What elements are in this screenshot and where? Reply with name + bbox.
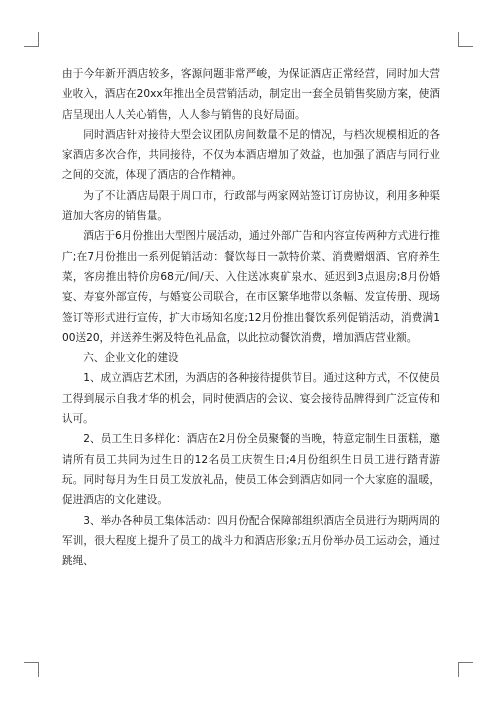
document-body [62, 64, 440, 571]
paragraph-online-booking: 为了不让酒店局限于周口市，行政部与两家网站签订订房协议，利用多种渠道加大客房的销售量。 [62, 189, 440, 223]
crop-mark-top-right [458, 32, 473, 47]
crop-mark-bottom-right [458, 662, 473, 677]
paragraph-cooperation: 同时酒店针对接待大型会议团队房间数量不足的情况，与档次规模相近的各家酒店多次合作，共同接待，不仅为本酒店增加了效益，也加强了酒店与同行业之间的交流，体现了酒店的合作精神。 [62, 128, 440, 182]
paragraph-group-activities: 3、举办各种员工集体活动：四月份配合保障部组织酒店全员进行为期两周的军训，很大程度上提升了员工的战斗力和酒店形象;五月份举办员工运动会，通过跳绳、 [62, 514, 440, 568]
paragraph-art-troupe: 1、成立酒店艺术团，为酒店的各种接待提供节目。通过这种方式，不仅使员工得到展示自我才华的机会，同时使酒店的会议、宴会接待品牌得到广泛宣传和认可。 [62, 372, 440, 426]
crop-mark-top-left [24, 32, 39, 47]
crop-mark-bottom-left [24, 662, 39, 677]
paragraph-continuation: 由于今年新开酒店较多，客源问题非常严峻，为保证酒店正常经营，同时加大营业收入，酒店在20xx年推出全员营销活动，制定出一套全员销售奖励方案，使酒店呈现出人人关心销售，人人参与销售的良好局面。 [62, 68, 440, 121]
paragraph-birthdays: 2、员工生日多样化：酒店在2月份全员聚餐的当晚，特意定制生日蛋糕，邀请所有员工共同为过生日的12名员工庆贺生日;4月份组织生日员工进行踏青游玩。同时每月为生日员工发放礼品，使员工体会到酒店如同一个大家庭的温暖，促进酒店的文化建设。 [62, 433, 440, 507]
section-heading-culture: 六、企业文化的建设 [83, 352, 179, 365]
paragraph-promotions: 酒店于6月份推出大型图片展活动，通过外部广告和内容宣传两种方式进行推广;在7月份推出一系列促销活动：餐饮每日一款特价菜、消费赠烟酒、官府养生菜，客房推出特价房68元/间/天、入住送冰爽矿泉水、延迟到3点退房;8月份婚宴、寿宴外部宣传，与婚宴公司联合，在市区繁华地带以条幅、发宣传册、现场签订等形式进行宣传，扩大市场知名度;12月份推出餐饮系列促销活动，消费满100送20，并送养生粥及特色礼品盒，以此拉动餐饮消费，增加酒店营业额。 [62, 230, 440, 344]
